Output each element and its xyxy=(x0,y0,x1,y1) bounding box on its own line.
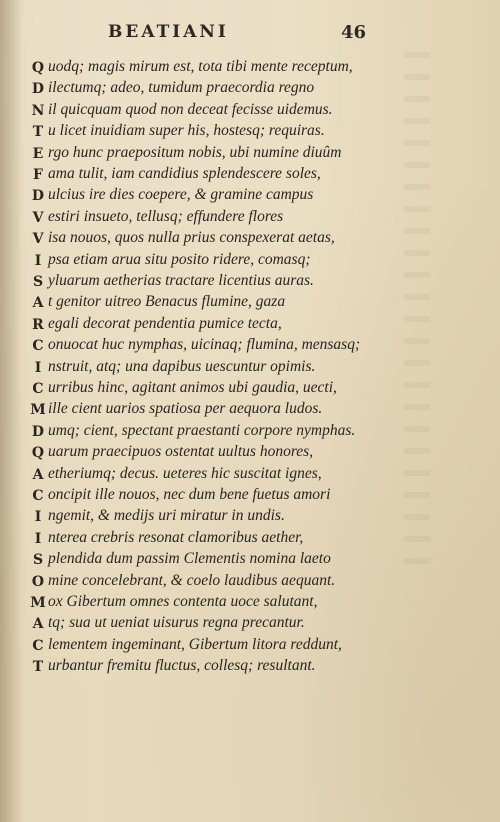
verse-text: plendida dum passim Clementis nomina laeto xyxy=(48,550,331,568)
verse-line xyxy=(0,657,420,677)
verse-line xyxy=(0,336,420,356)
verse-line xyxy=(0,422,420,442)
verse-line xyxy=(0,358,420,378)
verse-initial: C xyxy=(32,381,44,397)
verse-line xyxy=(0,379,420,399)
running-head: BEATIANI xyxy=(108,22,229,42)
verse-text: rgo hunc praepositum nobis, ubi numine diuûm xyxy=(48,143,342,161)
verse-initial: R xyxy=(32,316,44,333)
verse-initial: I xyxy=(34,359,42,376)
verse-line xyxy=(0,208,420,228)
verse-text: etheriumq; decus. ueteres hic suscitat ignes, xyxy=(48,464,322,482)
verse-text: nstruit, atq; una dapibus uescuntur opimis. xyxy=(48,357,316,375)
verse-line xyxy=(0,272,420,292)
verse-initial: A xyxy=(32,616,44,633)
verse-text: mine concelebrant, & coelo laudibus aequant. xyxy=(48,571,336,589)
verse-line xyxy=(0,507,420,527)
verse-initial: S xyxy=(32,552,44,569)
verse-line xyxy=(0,315,420,335)
verse-text: nterea crebris resonat clamoribus aether, xyxy=(48,528,304,546)
verse-text: egali decorat pendentia pumice tecta, xyxy=(48,314,282,332)
verse-initial: A xyxy=(32,466,44,483)
verse-text: urbantur fremitu fluctus, collesq; resultant. xyxy=(48,657,316,675)
verse-initial: A xyxy=(32,295,44,312)
verse-initial: C xyxy=(32,338,44,355)
verse-initial: E xyxy=(32,145,44,162)
verse-text: yluarum aetherias tractare licentius auras. xyxy=(48,272,314,289)
verse-line xyxy=(0,122,420,142)
verse-line xyxy=(0,593,420,613)
verse-line xyxy=(0,614,420,634)
page-number: 46 xyxy=(341,22,367,43)
verse-initial: D xyxy=(31,423,45,440)
verse-text: onuocat huc nymphas, uicinaq; flumina, mensasq; xyxy=(48,336,361,354)
verse-line xyxy=(0,186,420,206)
verse-line xyxy=(0,465,420,485)
verse-initial: V xyxy=(32,231,44,248)
verse-initial: V xyxy=(32,209,44,226)
verse-initial: T xyxy=(32,659,44,676)
verse-text: lementem ingeminant, Gibertum litora reddunt, xyxy=(48,635,342,653)
verse-line xyxy=(0,572,420,592)
verse-text: ox Gibertum omnes contenta uoce salutant, xyxy=(48,593,318,610)
verse-text: tq; sua ut ueniat uisurus regna precantur. xyxy=(48,614,305,632)
verse-initial: I xyxy=(34,252,42,269)
verse-initial: I xyxy=(34,530,42,547)
verse-line xyxy=(0,293,420,313)
verse-line xyxy=(0,636,420,656)
verse-line xyxy=(0,486,420,506)
verse-initial: D xyxy=(31,81,45,98)
verse-text: estiri insueto, tellusq; effundere flores xyxy=(48,207,284,225)
verse-initial: C xyxy=(32,637,44,654)
verse-text: umq; cient, spectant praestanti corpore nymphas. xyxy=(48,421,356,439)
verse-text: u licet inuidiam super his, hostesq; requiras. xyxy=(48,122,325,140)
verse-initial: M xyxy=(30,595,46,611)
verse-text: isa nouos, quos nulla prius conspexerat aetas, xyxy=(48,229,335,247)
verse-initial: N xyxy=(31,102,45,119)
verse-text: urribus hinc, agitant animos ubi gaudia, uecti, xyxy=(48,379,337,396)
verse-text: uarum praecipuos ostentat uultus honores, xyxy=(48,443,314,461)
verse-initial: Q xyxy=(31,60,45,76)
verse-line xyxy=(0,550,420,570)
verse-text: ille cient uarios spatiosa per aequora ludos. xyxy=(48,400,323,418)
verse-line xyxy=(0,229,420,249)
verse-initial: I xyxy=(34,509,42,526)
verse-line xyxy=(0,400,420,420)
verse-text: ama tulit, iam candidius splendescere soles, xyxy=(48,165,321,182)
verse-initial: D xyxy=(31,188,45,205)
verse-text: il quicquam quod non deceat fecisse uidemus. xyxy=(48,100,333,118)
verse-line xyxy=(0,529,420,549)
verse-text: t genitor uitreo Benacus flumine, gaza xyxy=(48,293,286,311)
verse-text: uodq; magis mirum est, tota tibi mente receptum, xyxy=(48,58,353,75)
verse-line xyxy=(0,79,420,99)
verse-initial: O xyxy=(31,573,45,590)
verse-line xyxy=(0,144,420,164)
verse-text: ulcius ire dies coepere, & gramine campus xyxy=(48,186,314,204)
verse-text: psa etiam arua situ posito ridere, comasq; xyxy=(48,250,311,268)
verse-initial: T xyxy=(32,124,44,141)
verse-initial: C xyxy=(32,488,44,504)
verse-initial: Q xyxy=(31,445,45,462)
verse-line xyxy=(0,101,420,121)
verse-initial: F xyxy=(33,167,43,183)
verse-text: ngemit, & medijs uri miratur in undis. xyxy=(48,507,285,525)
page-header xyxy=(0,22,500,48)
verse-initial: M xyxy=(30,402,46,419)
verse-line xyxy=(0,58,420,78)
verse-text: ilectumq; adeo, tumidum praecordia regno xyxy=(48,79,315,97)
verse-text: oncipit ille nouos, nec dum bene fuetus amori xyxy=(48,486,331,503)
verse-line xyxy=(0,443,420,463)
verse-line xyxy=(0,165,420,185)
verse-line xyxy=(0,251,420,271)
verse-initial: S xyxy=(32,274,44,290)
